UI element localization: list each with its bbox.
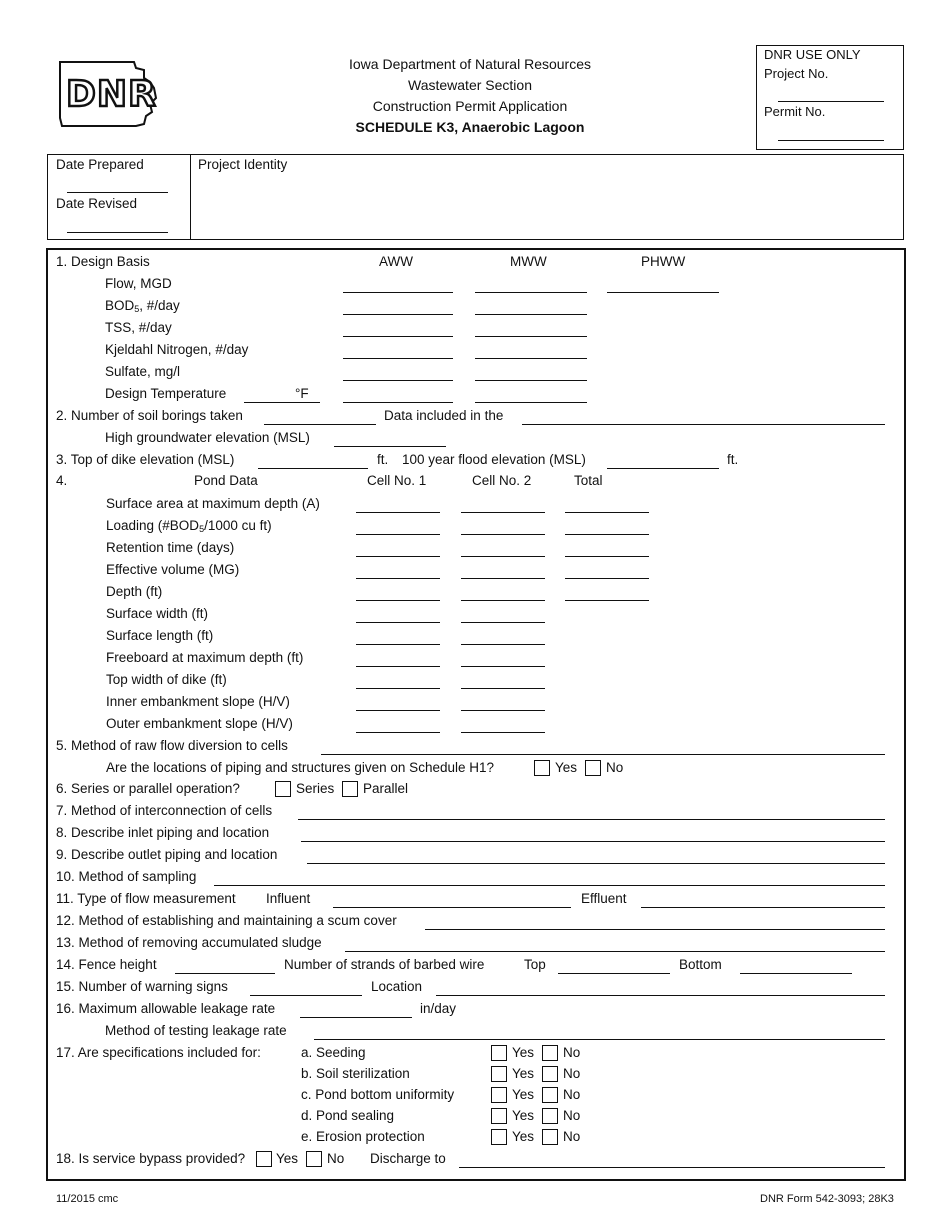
pond-data-field[interactable] <box>356 666 440 667</box>
spec-item-label: b. Soil sterilization <box>301 1066 410 1081</box>
pond-data-field[interactable] <box>356 688 440 689</box>
total-header: Total <box>574 473 603 488</box>
outlet-piping-label: 9. Describe outlet piping and location <box>56 847 278 862</box>
date-revised-field[interactable] <box>67 232 168 233</box>
pond-data-field[interactable] <box>461 710 545 711</box>
spec-no-checkbox[interactable] <box>542 1129 558 1145</box>
dike-elevation-field[interactable] <box>258 468 368 469</box>
schedule-title: SCHEDULE K3, Anaerobic Lagoon <box>355 119 585 135</box>
inlet-piping-label: 8. Describe inlet piping and location <box>56 825 270 840</box>
parallel-label: Parallel <box>363 781 409 796</box>
specifications-label: 17. Are specifications included for: <box>56 1045 261 1060</box>
flow-diversion-field[interactable] <box>321 754 885 755</box>
pond-data-field[interactable] <box>565 534 649 535</box>
schedule-h1-question: Are the locations of piping and structures given on Schedule H1? <box>106 760 494 775</box>
temp-mww-field[interactable] <box>475 402 587 403</box>
schedule-h1-no-label: No <box>606 760 624 775</box>
agency-name: Iowa Department of Natural Resources <box>349 56 591 72</box>
spec-yes-checkbox[interactable] <box>491 1045 507 1061</box>
flow-label: Flow, MGD <box>105 276 172 291</box>
spec-item-label: c. Pond bottom uniformity <box>301 1087 455 1102</box>
flow-measurement-label: 11. Type of flow measurement <box>56 891 236 906</box>
sulfate-label: Sulfate, mg/l <box>105 364 181 379</box>
bypass-no-label: No <box>327 1151 345 1166</box>
pond-data-field[interactable] <box>565 578 649 579</box>
scum-cover-field[interactable] <box>425 929 885 930</box>
pond-data-field[interactable] <box>461 556 545 557</box>
wire-bottom-field[interactable] <box>740 973 852 974</box>
info-divider <box>190 154 191 240</box>
discharge-label: Discharge to <box>370 1151 446 1166</box>
date-prepared-field[interactable] <box>67 192 168 193</box>
pond-row-label: Loading ($\#BOD_5/1000$ cu ft) <box>106 518 272 534</box>
pond-data-field[interactable] <box>461 644 545 645</box>
dnr-logo <box>52 58 167 130</box>
flood-elevation-label: 100 year flood elevation (MSL) <box>402 452 586 467</box>
flow-aww-field[interactable] <box>343 292 453 293</box>
bod-mww-field[interactable] <box>475 314 587 315</box>
effluent-field[interactable] <box>641 907 885 908</box>
spec-no-label: No <box>563 1045 581 1060</box>
spec-yes-checkbox[interactable] <box>491 1108 507 1124</box>
pond-data-field[interactable] <box>356 710 440 711</box>
leakage-method-label: Method of testing leakage rate <box>105 1023 287 1038</box>
date-prepared-label: Date Prepared <box>56 157 144 172</box>
cell-2-header: Cell No. 2 <box>472 473 532 488</box>
tss-aww-field[interactable] <box>343 336 453 337</box>
pond-row-label: Freeboard at maximum depth (ft) <box>106 650 304 665</box>
fence-height-label: 14. Fence height <box>56 957 157 972</box>
series-parallel-label: 6. Series or parallel operation? <box>56 781 240 796</box>
flow-mww-field[interactable] <box>475 292 587 293</box>
pond-data-field[interactable] <box>461 512 545 513</box>
form-type: Construction Permit Application <box>372 98 568 114</box>
spec-no-label: No <box>563 1087 581 1102</box>
scum-cover-label: 12. Method of establishing and maintaining a scum cover <box>56 913 397 928</box>
service-bypass-label: 18. Is service bypass provided? <box>56 1151 246 1166</box>
barbed-wire-label: Number of strands of barbed wire <box>284 957 485 972</box>
wire-top-label: Top <box>524 957 546 972</box>
influent-field[interactable] <box>333 907 571 908</box>
pond-row-label: Effective volume (MG) <box>106 562 240 577</box>
spec-item-label: d. Pond sealing <box>301 1108 395 1123</box>
warning-signs-field[interactable] <box>250 995 362 996</box>
pond-row-label: Retention time (days) <box>106 540 235 555</box>
bypass-yes-label: Yes <box>276 1151 299 1166</box>
pond-row-label: Depth (ft) <box>106 584 163 599</box>
aww-header: AWW <box>379 254 413 269</box>
pond-row-label: Inner embankment slope (H/V) <box>106 694 290 709</box>
pond-data-header: Pond Data <box>194 473 258 488</box>
pond-data-field[interactable] <box>565 600 649 601</box>
flow-diversion-label: 5. Method of raw flow diversion to cells <box>56 738 288 753</box>
bypass-yes-checkbox[interactable] <box>256 1151 272 1167</box>
soil-borings-label: 2. Number of soil borings taken <box>56 408 243 423</box>
data-included-field[interactable] <box>522 424 885 425</box>
permit-no-label: Permit No. <box>764 104 826 119</box>
schedule-h1-no-checkbox[interactable] <box>585 760 601 776</box>
project-identity-label: Project Identity <box>198 157 288 172</box>
dike-elevation-label: 3. Top of dike elevation (MSL) <box>56 452 235 467</box>
series-checkbox[interactable] <box>275 781 291 797</box>
date-revised-label: Date Revised <box>56 196 138 211</box>
groundwater-field[interactable] <box>334 446 446 447</box>
spec-yes-label: Yes <box>512 1066 535 1081</box>
warning-signs-label: 15. Number of warning signs <box>56 979 228 994</box>
leakage-method-field[interactable] <box>314 1039 885 1040</box>
pond-data-field[interactable] <box>461 622 545 623</box>
spec-no-label: No <box>563 1129 581 1144</box>
tss-label: TSS, #/day <box>105 320 172 335</box>
spec-no-checkbox[interactable] <box>542 1087 558 1103</box>
pond-data-field[interactable] <box>565 556 649 557</box>
sludge-removal-field[interactable] <box>345 951 885 952</box>
design-basis-title: 1. Design Basis <box>56 254 150 269</box>
mww-header: MWW <box>510 254 547 269</box>
logo-text: DNR <box>66 74 157 115</box>
pond-data-field[interactable] <box>356 556 440 557</box>
permit-no-field[interactable] <box>778 140 884 141</box>
pond-data-field[interactable] <box>461 666 545 667</box>
interconnection-field[interactable] <box>298 819 885 820</box>
pond-data-field[interactable] <box>461 732 545 733</box>
interconnection-label: 7. Method of interconnection of cells <box>56 803 273 818</box>
dike-ft-label: ft. <box>377 452 389 467</box>
phww-header: PHWW <box>641 254 686 269</box>
pond-data-field[interactable] <box>461 688 545 689</box>
spec-no-label: No <box>563 1108 581 1123</box>
pond-row-label: Outer embankment slope (H/V) <box>106 716 293 731</box>
pond-data-field[interactable] <box>356 534 440 535</box>
data-included-label: Data included in the <box>384 408 504 423</box>
footer-revision: 11/2015 cmc <box>56 1193 119 1205</box>
sulfate-mww-field[interactable] <box>475 380 587 381</box>
signs-location-label: Location <box>371 979 423 994</box>
spec-yes-checkbox[interactable] <box>491 1066 507 1082</box>
temp-aww-field[interactable] <box>343 402 453 403</box>
sampling-field[interactable] <box>214 885 885 886</box>
kjeldahl-aww-field[interactable] <box>343 358 453 359</box>
spec-yes-label: Yes <box>512 1108 535 1123</box>
project-no-field[interactable] <box>778 101 884 102</box>
tss-mww-field[interactable] <box>475 336 587 337</box>
spec-item-label: e. Erosion protection <box>301 1129 425 1144</box>
signs-location-field[interactable] <box>436 995 885 996</box>
flood-ft-label: ft. <box>727 452 739 467</box>
wire-top-field[interactable] <box>558 973 670 974</box>
spec-yes-label: Yes <box>512 1129 535 1144</box>
schedule-h1-yes-checkbox[interactable] <box>534 760 550 776</box>
pond-data-field[interactable] <box>461 600 545 601</box>
pond-data-field[interactable] <box>356 600 440 601</box>
soil-borings-field[interactable] <box>264 424 376 425</box>
influent-label: Influent <box>266 891 311 906</box>
spec-yes-checkbox[interactable] <box>491 1129 507 1145</box>
leakage-unit-label: in/day <box>420 1001 457 1016</box>
project-no-label: Project No. <box>764 66 829 81</box>
cell-1-header: Cell No. 1 <box>367 473 427 488</box>
design-temp-label: Design Temperature <box>105 386 227 401</box>
leakage-rate-label: 16. Maximum allowable leakage rate <box>56 1001 276 1016</box>
schedule-h1-yes-label: Yes <box>555 760 578 775</box>
pond-data-field[interactable] <box>461 534 545 535</box>
kjeldahl-label: Kjeldahl Nitrogen, #/day <box>105 342 249 357</box>
flow-phww-field[interactable] <box>607 292 719 293</box>
spec-no-checkbox[interactable] <box>542 1108 558 1124</box>
sampling-label: 10. Method of sampling <box>56 869 197 884</box>
pond-row-label: Surface length (ft) <box>106 628 214 643</box>
fence-height-field[interactable] <box>175 973 275 974</box>
dnr-use-only-label: DNR USE ONLY <box>764 47 861 62</box>
groundwater-label: High groundwater elevation (MSL) <box>105 430 310 445</box>
project-info-box <box>47 154 904 240</box>
pond-data-field[interactable] <box>356 644 440 645</box>
discharge-field[interactable] <box>459 1167 885 1168</box>
spec-no-checkbox[interactable] <box>542 1066 558 1082</box>
sludge-removal-label: 13. Method of removing accumulated sludge <box>56 935 322 950</box>
pond-data-field[interactable] <box>356 512 440 513</box>
spec-no-checkbox[interactable] <box>542 1045 558 1061</box>
pond-row-label: Top width of dike (ft) <box>106 672 227 687</box>
section-4-number: 4. <box>56 473 68 488</box>
spec-item-label: a. Seeding <box>301 1045 366 1060</box>
bypass-no-checkbox[interactable] <box>306 1151 322 1167</box>
pond-row-label: Surface area at maximum depth (A) <box>106 496 320 511</box>
pond-row-label: Surface width (ft) <box>106 606 209 621</box>
sulfate-aww-field[interactable] <box>343 380 453 381</box>
inlet-piping-field[interactable] <box>301 841 885 842</box>
bod-label: $BOD_5$, #/day <box>105 298 180 314</box>
outlet-piping-field[interactable] <box>307 863 885 864</box>
spec-no-label: No <box>563 1066 581 1081</box>
parallel-checkbox[interactable] <box>342 781 358 797</box>
deg-f-label: °F <box>295 386 309 401</box>
footer-form-number: DNR Form 542-3093; 28K3 <box>760 1193 894 1205</box>
effluent-label: Effluent <box>581 891 627 906</box>
pond-data-field[interactable] <box>565 512 649 513</box>
leakage-rate-field[interactable] <box>300 1017 412 1018</box>
wire-bottom-label: Bottom <box>679 957 722 972</box>
bod-aww-field[interactable] <box>343 314 453 315</box>
pond-data-field[interactable] <box>461 578 545 579</box>
spec-yes-checkbox[interactable] <box>491 1087 507 1103</box>
section-name: Wastewater Section <box>408 77 532 93</box>
series-label: Series <box>296 781 335 796</box>
pond-data-field[interactable] <box>356 622 440 623</box>
flood-elevation-field[interactable] <box>607 468 719 469</box>
spec-yes-label: Yes <box>512 1045 535 1060</box>
kjeldahl-mww-field[interactable] <box>475 358 587 359</box>
pond-data-field[interactable] <box>356 732 440 733</box>
pond-data-field[interactable] <box>356 578 440 579</box>
spec-yes-label: Yes <box>512 1087 535 1102</box>
design-temp-field[interactable] <box>244 402 320 403</box>
